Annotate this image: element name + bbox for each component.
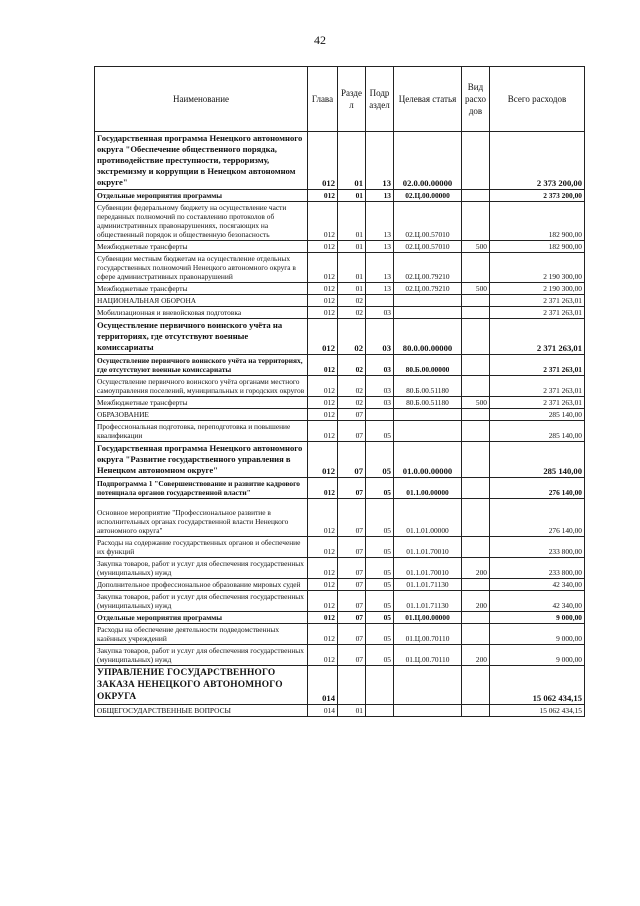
row-vid — [462, 421, 490, 442]
row-vid — [462, 355, 490, 376]
row-podrazdel: 05 — [366, 499, 394, 537]
row-podrazdel — [366, 705, 394, 717]
row-podrazdel: 13 — [366, 253, 394, 283]
row-name: Дополнительное профессиональное образование мировых судей — [95, 579, 308, 591]
row-glava: 014 — [308, 705, 338, 717]
table-row — [95, 579, 585, 591]
row-razdel: 07 — [338, 558, 366, 579]
row-name: УПРАВЛЕНИЕ ГОСУДАРСТВЕННОГО ЗАКАЗА НЕНЕЦКОГО АВТОНОМНОГО ОКРУГА — [95, 666, 308, 705]
row-amount: 2 371 263,01 — [490, 397, 585, 409]
row-glava: 012 — [308, 283, 338, 295]
row-celevaya — [394, 409, 462, 421]
row-celevaya: 01.1.00.00000 — [394, 478, 462, 499]
row-amount: 285 140,00 — [490, 421, 585, 442]
row-podrazdel: 13 — [366, 202, 394, 241]
row-amount: 9 000,00 — [490, 645, 585, 666]
row-glava: 012 — [308, 478, 338, 499]
row-amount: 2 371 263,01 — [490, 376, 585, 397]
row-name: Межбюджетные трансферты — [95, 397, 308, 409]
row-name: НАЦИОНАЛЬНАЯ ОБОРОНА — [95, 295, 308, 307]
row-podrazdel: 05 — [366, 537, 394, 558]
row-name: Закупка товаров, работ и услуг для обеспечения государственных (муниципальных) нужд — [95, 558, 308, 579]
row-podrazdel: 05 — [366, 579, 394, 591]
row-name: Субвенции местным бюджетам на осуществление отдельных государственных полномочий Ненецкого автономного округа в сфере административных правонарушений — [95, 253, 308, 283]
row-vid: 200 — [462, 645, 490, 666]
row-razdel: 07 — [338, 499, 366, 537]
row-vid — [462, 202, 490, 241]
row-glava: 012 — [308, 355, 338, 376]
table-row — [95, 190, 585, 202]
row-glava: 012 — [308, 409, 338, 421]
row-amount: 2 190 300,00 — [490, 283, 585, 295]
row-amount: 182 900,00 — [490, 202, 585, 241]
row-name: Подпрограмма 1 "Совершенствование и развитие кадрового потенциала органов государственной власти" — [95, 478, 308, 499]
row-razdel: 07 — [338, 409, 366, 421]
row-vid: 200 — [462, 558, 490, 579]
row-razdel: 07 — [338, 612, 366, 624]
row-glava: 012 — [308, 241, 338, 253]
row-podrazdel: 03 — [366, 319, 394, 355]
row-celevaya: 01.1.01.70010 — [394, 558, 462, 579]
row-razdel: 07 — [338, 591, 366, 612]
row-razdel: 02 — [338, 295, 366, 307]
row-razdel: 01 — [338, 253, 366, 283]
row-vid: 200 — [462, 591, 490, 612]
row-celevaya — [394, 295, 462, 307]
row-razdel: 01 — [338, 705, 366, 717]
row-name: Закупка товаров, работ и услуг для обеспечения государственных (муниципальных) нужд — [95, 591, 308, 612]
row-podrazdel: 13 — [366, 241, 394, 253]
row-razdel: 02 — [338, 355, 366, 376]
row-amount: 2 371 263,01 — [490, 307, 585, 319]
row-name: Профессиональная подготовка, переподготовка и повышение квалификации — [95, 421, 308, 442]
row-celevaya: 80.Б.00.00000 — [394, 355, 462, 376]
header-celevaya: Целевая статья — [394, 67, 462, 132]
row-vid — [462, 705, 490, 717]
row-name: ОБЩЕГОСУДАРСТВЕННЫЕ ВОПРОСЫ — [95, 705, 308, 717]
row-celevaya — [394, 666, 462, 705]
row-celevaya: 01.Ц.00.70110 — [394, 624, 462, 645]
row-glava: 012 — [308, 558, 338, 579]
row-podrazdel: 05 — [366, 612, 394, 624]
row-podrazdel: 05 — [366, 558, 394, 579]
row-vid — [462, 579, 490, 591]
header-total: Всего расходов — [490, 67, 585, 132]
row-celevaya: 01.1.01.70010 — [394, 537, 462, 558]
row-name: Расходы на обеспечение деятельности подведомственных казённых учреждений — [95, 624, 308, 645]
row-glava: 012 — [308, 190, 338, 202]
row-celevaya: 80.Б.00.51180 — [394, 397, 462, 409]
row-name: Расходы на содержание государственных органов и обеспечение их функций — [95, 537, 308, 558]
row-glava: 012 — [308, 579, 338, 591]
row-podrazdel: 05 — [366, 591, 394, 612]
row-celevaya: 01.1.01.71130 — [394, 579, 462, 591]
row-glava: 012 — [308, 421, 338, 442]
row-vid: 500 — [462, 241, 490, 253]
row-celevaya — [394, 421, 462, 442]
row-name: Отдельные мероприятия программы — [95, 190, 308, 202]
row-vid — [462, 666, 490, 705]
table-row — [95, 705, 585, 717]
row-celevaya: 80.0.00.00000 — [394, 319, 462, 355]
row-celevaya: 80.Б.00.51180 — [394, 376, 462, 397]
row-razdel: 01 — [338, 190, 366, 202]
table-row — [95, 645, 585, 666]
row-podrazdel: 13 — [366, 283, 394, 295]
row-podrazdel: 03 — [366, 307, 394, 319]
header-razdel: Разде л — [338, 67, 366, 132]
budget-table — [94, 66, 585, 717]
table-row — [95, 478, 585, 499]
row-glava: 012 — [308, 202, 338, 241]
row-amount: 2 373 200,00 — [490, 132, 585, 190]
row-name: ОБРАЗОВАНИЕ — [95, 409, 308, 421]
row-vid — [462, 319, 490, 355]
row-razdel: 01 — [338, 132, 366, 190]
row-glava: 012 — [308, 307, 338, 319]
row-amount: 276 140,00 — [490, 499, 585, 537]
row-celevaya — [394, 307, 462, 319]
table-row — [95, 612, 585, 624]
row-razdel: 01 — [338, 202, 366, 241]
row-name: Осуществление первичного воинского учёта на территориях, где отсутствуют военные комиссариаты — [95, 355, 308, 376]
row-name: Основное мероприятие "Профессиональное развитие в исполнительных органах государственной власти Ненецкого автономного округа" — [95, 499, 308, 537]
row-glava: 012 — [308, 499, 338, 537]
row-glava: 012 — [308, 397, 338, 409]
row-glava: 012 — [308, 612, 338, 624]
row-vid — [462, 295, 490, 307]
row-podrazdel — [366, 409, 394, 421]
row-amount: 42 340,00 — [490, 579, 585, 591]
table-row — [95, 397, 585, 409]
row-glava: 012 — [308, 645, 338, 666]
row-amount: 2 190 300,00 — [490, 253, 585, 283]
row-amount: 233 800,00 — [490, 558, 585, 579]
row-name: Осуществление первичного воинского учёта на территориях, где отсутствуют военные комиссариаты — [95, 319, 308, 355]
table-row — [95, 624, 585, 645]
row-podrazdel: 05 — [366, 442, 394, 478]
table-row — [95, 421, 585, 442]
table-header-row — [95, 67, 585, 132]
row-celevaya: 01.1.01.71130 — [394, 591, 462, 612]
table-row — [95, 666, 585, 705]
row-vid — [462, 478, 490, 499]
row-razdel — [338, 666, 366, 705]
header-podrazdel: Подр аздел — [366, 67, 394, 132]
row-glava: 012 — [308, 591, 338, 612]
table-row — [95, 558, 585, 579]
row-amount: 42 340,00 — [490, 591, 585, 612]
row-amount: 276 140,00 — [490, 478, 585, 499]
row-razdel: 02 — [338, 307, 366, 319]
row-name: Межбюджетные трансферты — [95, 241, 308, 253]
table-row — [95, 295, 585, 307]
table-row — [95, 202, 585, 241]
table-row — [95, 376, 585, 397]
row-glava: 012 — [308, 442, 338, 478]
row-celevaya: 02.Ц.00.57010 — [394, 202, 462, 241]
row-vid: 500 — [462, 283, 490, 295]
row-vid — [462, 376, 490, 397]
table-row — [95, 253, 585, 283]
row-podrazdel: 05 — [366, 421, 394, 442]
row-podrazdel: 03 — [366, 397, 394, 409]
row-razdel: 07 — [338, 478, 366, 499]
row-razdel: 02 — [338, 376, 366, 397]
header-vid: Вид расхо дов — [462, 67, 490, 132]
row-glava: 012 — [308, 253, 338, 283]
row-name: Государственная программа Ненецкого автономного округа "Обеспечение общественного порядка, противодействие преступности, терроризму, экстремизму и коррупции в Ненецком автономном округе" — [95, 132, 308, 190]
table-row — [95, 132, 585, 190]
row-podrazdel: 05 — [366, 645, 394, 666]
row-amount: 285 140,00 — [490, 409, 585, 421]
row-amount: 2 371 263,01 — [490, 295, 585, 307]
row-vid — [462, 624, 490, 645]
row-vid — [462, 409, 490, 421]
table-row — [95, 442, 585, 478]
row-celevaya: 02.0.00.00000 — [394, 132, 462, 190]
row-amount: 2 371 263,01 — [490, 319, 585, 355]
row-razdel: 01 — [338, 283, 366, 295]
row-vid — [462, 537, 490, 558]
row-name: Субвенции федеральному бюджету на осуществление части переданных полномочий по составлению протоколов об административных правонарушениях, посягающих на общественный порядок и общественную безопасность — [95, 202, 308, 241]
row-amount: 15 062 434,15 — [490, 705, 585, 717]
row-razdel: 07 — [338, 537, 366, 558]
row-vid — [462, 499, 490, 537]
row-glava: 012 — [308, 132, 338, 190]
row-amount: 2 373 200,00 — [490, 190, 585, 202]
table-row — [95, 537, 585, 558]
row-amount: 15 062 434,15 — [490, 666, 585, 705]
row-podrazdel: 13 — [366, 132, 394, 190]
row-name: Осуществление первичного воинского учёта органами местного самоуправления поселений, муниципальных и городских округов — [95, 376, 308, 397]
table-row — [95, 307, 585, 319]
row-celevaya: 01.Ц.00.00000 — [394, 612, 462, 624]
table-row — [95, 409, 585, 421]
row-razdel: 07 — [338, 624, 366, 645]
row-celevaya: 02.Ц.00.57010 — [394, 241, 462, 253]
row-razdel: 01 — [338, 241, 366, 253]
row-celevaya: 01.0.00.00000 — [394, 442, 462, 478]
row-vid — [462, 132, 490, 190]
row-amount: 9 000,00 — [490, 624, 585, 645]
page-number: 42 — [314, 33, 326, 47]
row-podrazdel: 03 — [366, 355, 394, 376]
row-name: Закупка товаров, работ и услуг для обеспечения государственных (муниципальных) нужд — [95, 645, 308, 666]
row-celevaya: 02.Ц.00.79210 — [394, 253, 462, 283]
row-vid: 500 — [462, 397, 490, 409]
row-celevaya: 02.Ц.00.00000 — [394, 190, 462, 202]
row-amount: 2 371 263,01 — [490, 355, 585, 376]
row-name: Государственная программа Ненецкого автономного округа "Развитие государственного управления в Ненецком автономном округе" — [95, 442, 308, 478]
row-name: Мобилизационная и вневойсковая подготовка — [95, 307, 308, 319]
row-celevaya: 01.Ц.00.70110 — [394, 645, 462, 666]
row-podrazdel: 03 — [366, 376, 394, 397]
row-glava: 012 — [308, 537, 338, 558]
row-glava: 012 — [308, 624, 338, 645]
row-vid — [462, 442, 490, 478]
row-name: Межбюджетные трансферты — [95, 283, 308, 295]
row-razdel: 02 — [338, 397, 366, 409]
row-amount: 285 140,00 — [490, 442, 585, 478]
row-razdel: 07 — [338, 421, 366, 442]
row-celevaya: 02.Ц.00.79210 — [394, 283, 462, 295]
table-row — [95, 283, 585, 295]
table-row — [95, 241, 585, 253]
row-amount: 9 000,00 — [490, 612, 585, 624]
table-row — [95, 499, 585, 537]
row-glava: 012 — [308, 376, 338, 397]
row-vid — [462, 612, 490, 624]
row-podrazdel: 05 — [366, 624, 394, 645]
row-amount: 182 900,00 — [490, 241, 585, 253]
row-glava: 012 — [308, 295, 338, 307]
row-glava: 012 — [308, 319, 338, 355]
row-razdel: 07 — [338, 645, 366, 666]
row-celevaya — [394, 705, 462, 717]
row-vid — [462, 253, 490, 283]
header-glava: Глава — [308, 67, 338, 132]
row-amount: 233 800,00 — [490, 537, 585, 558]
row-podrazdel — [366, 666, 394, 705]
row-celevaya: 01.1.01.00000 — [394, 499, 462, 537]
header-name: Наименование — [95, 67, 308, 132]
row-vid — [462, 307, 490, 319]
row-podrazdel — [366, 295, 394, 307]
row-razdel: 02 — [338, 319, 366, 355]
table-row — [95, 355, 585, 376]
row-podrazdel: 13 — [366, 190, 394, 202]
row-glava: 014 — [308, 666, 338, 705]
table-row — [95, 319, 585, 355]
row-razdel: 07 — [338, 442, 366, 478]
row-vid — [462, 190, 490, 202]
table-row — [95, 591, 585, 612]
row-podrazdel: 05 — [366, 478, 394, 499]
row-name: Отдельные мероприятия программы — [95, 612, 308, 624]
row-razdel: 07 — [338, 579, 366, 591]
